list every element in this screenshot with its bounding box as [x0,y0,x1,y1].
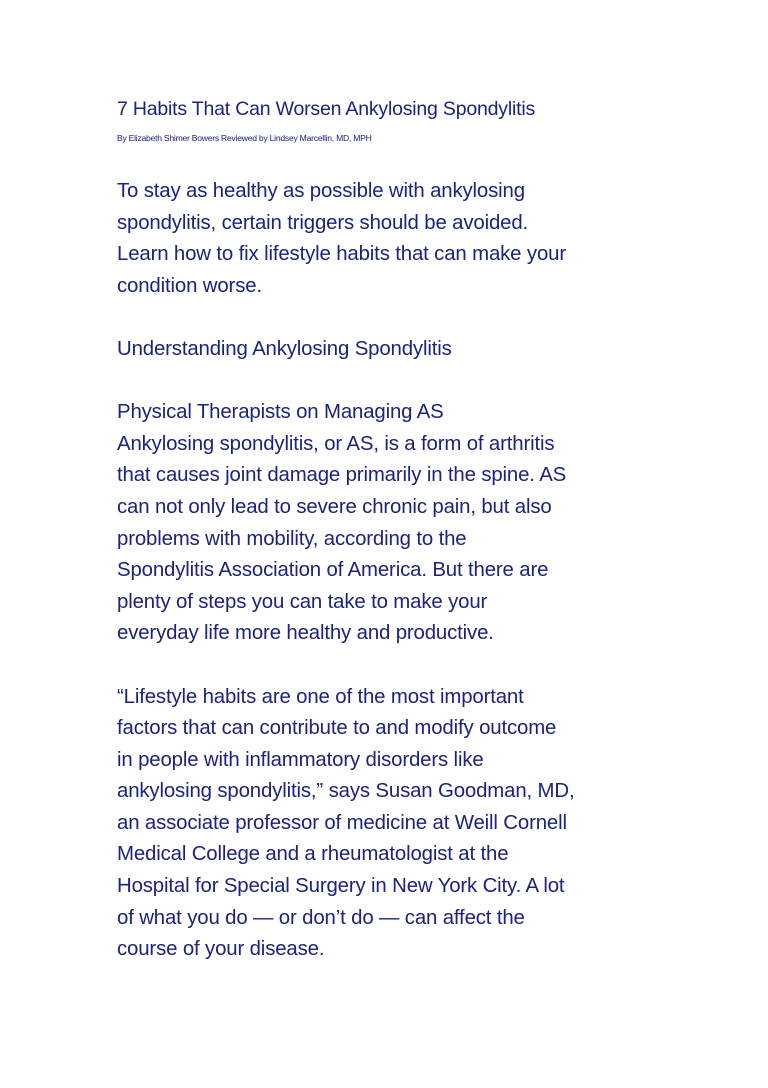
paragraph-1 [117,429,677,650]
paragraph-line: can not only lead to severe chronic pain, but also [117,495,552,518]
paragraph-line: of what you do — or don’t do — can affect the [117,906,525,929]
intro-paragraph [117,176,677,302]
document-page [117,96,677,966]
intro-line: To stay as healthy as possible with ankylosing [117,180,525,202]
section-heading: Understanding Ankylosing Spondylitis [117,337,452,360]
intro-line: spondylitis, certain triggers should be avoided. [117,211,529,234]
subheading: Physical Therapists on Managing AS [117,401,444,424]
paragraph-line: plenty of steps you can take to make your [117,590,488,613]
paragraph-line: Hospital for Special Surgery in New York City. A lot [117,875,565,898]
paragraph-line: everyday life more healthy and productive. [117,622,494,645]
paragraph-line: Spondylitis Association of America. But there are [117,559,549,582]
article-byline: By Elizabeth Shimer Bowers Reviewed by Lindsey Marcellin, MD, MPH [117,133,372,143]
intro-line: Learn how to fix lifestyle habits that can make your [117,243,566,266]
paragraph-line: in people with inflammatory disorders like [117,748,484,771]
paragraph-line: that causes joint damage primarily in the spine. AS [117,464,567,487]
paragraph-line: course of your disease. [117,938,325,961]
paragraph-line: “Lifestyle habits are one of the most important [117,685,524,708]
paragraph-line: Ankylosing spondylitis, or AS, is a form of arthritis [117,432,555,455]
paragraph-line: factors that can contribute to and modify outcome [117,717,557,740]
paragraph-line: ankylosing spondylitis,” says Susan Goodman, MD, [117,780,575,803]
article-title: 7 Habits That Can Worsen Ankylosing Spondylitis [117,98,536,120]
paragraph-line: an associate professor of medicine at Weill Cornell [117,811,567,834]
intro-line: condition worse. [117,274,262,297]
paragraph-line: problems with mobility, according to the [117,527,467,550]
paragraph-line: Medical College and a rheumatologist at the [117,843,509,866]
paragraph-2 [117,682,677,966]
